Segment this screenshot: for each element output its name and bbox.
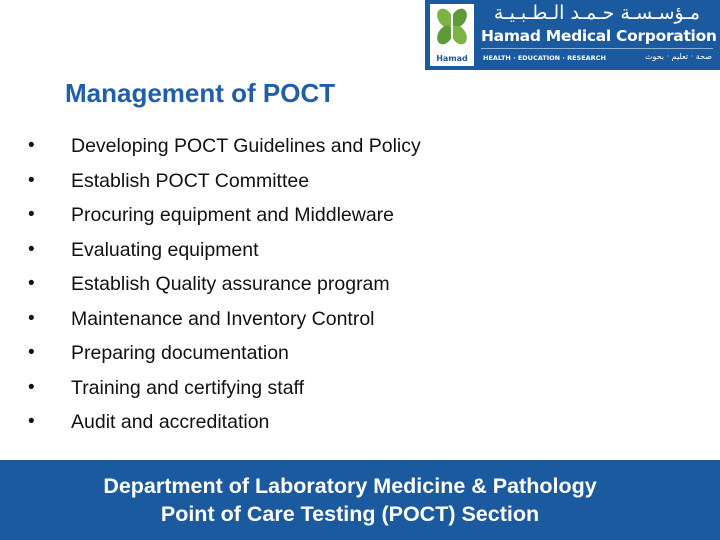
bullet-dot-icon: •	[28, 135, 35, 156]
bullet-text: Evaluating equipment	[71, 238, 259, 261]
footer-department: Department of Laboratory Medicine & Pathology	[103, 474, 597, 498]
bullet-text: Maintenance and Inventory Control	[71, 307, 375, 330]
bullet-item	[28, 164, 421, 199]
bullet-item	[28, 198, 421, 233]
bullet-dot-icon: •	[28, 238, 35, 260]
bullet-item	[28, 129, 421, 164]
bullet-text: Procuring equipment and Middleware	[71, 204, 395, 226]
bullet-item	[28, 233, 421, 268]
bullet-text: Establish POCT Committee	[71, 169, 310, 192]
logo-mark-text: Hamad	[436, 54, 468, 63]
bullet-text: Training and certifying staff	[71, 376, 305, 399]
bullet-dot-icon: •	[28, 307, 35, 329]
bullet-dot-icon: •	[28, 376, 35, 398]
bullet-dot-icon: •	[28, 273, 35, 294]
bullet-item	[28, 371, 421, 406]
bullet-dot-icon: •	[28, 411, 35, 432]
bullet-text: Preparing documentation	[71, 342, 289, 364]
logo-arabic-name: مـؤسـسـة حـمـد الـطـبـيـة	[493, 2, 701, 24]
slide-title: Management of POCT	[65, 78, 336, 108]
footer-banner	[0, 460, 720, 540]
bullet-item	[28, 405, 421, 440]
bullet-dot-icon: •	[28, 169, 35, 191]
bullet-item	[28, 302, 421, 337]
bullet-item	[28, 336, 421, 371]
bullet-list	[28, 129, 421, 440]
bullet-text: Developing POCT Guidelines and Policy	[71, 135, 421, 157]
hmc-leaf-mark	[430, 4, 474, 66]
bullet-dot-icon: •	[28, 204, 35, 225]
logo-tagline: HEALTH · EDUCATION · RESEARCH	[483, 54, 606, 62]
bullet-text: Establish Quality assurance program	[71, 273, 390, 295]
leaf-icon	[434, 6, 470, 52]
footer-section: Point of Care Testing (POCT) Section	[160, 502, 540, 526]
logo-english-name: Hamad Medical Corporation	[481, 27, 717, 45]
bullet-text: Audit and accreditation	[71, 411, 270, 433]
logo-divider	[481, 48, 713, 49]
bullet-item	[28, 267, 421, 302]
logo-tagline-arabic: صحة · تعليم · بحوث	[644, 52, 712, 61]
bullet-dot-icon: •	[28, 342, 35, 363]
hmc-logo	[425, 0, 720, 70]
